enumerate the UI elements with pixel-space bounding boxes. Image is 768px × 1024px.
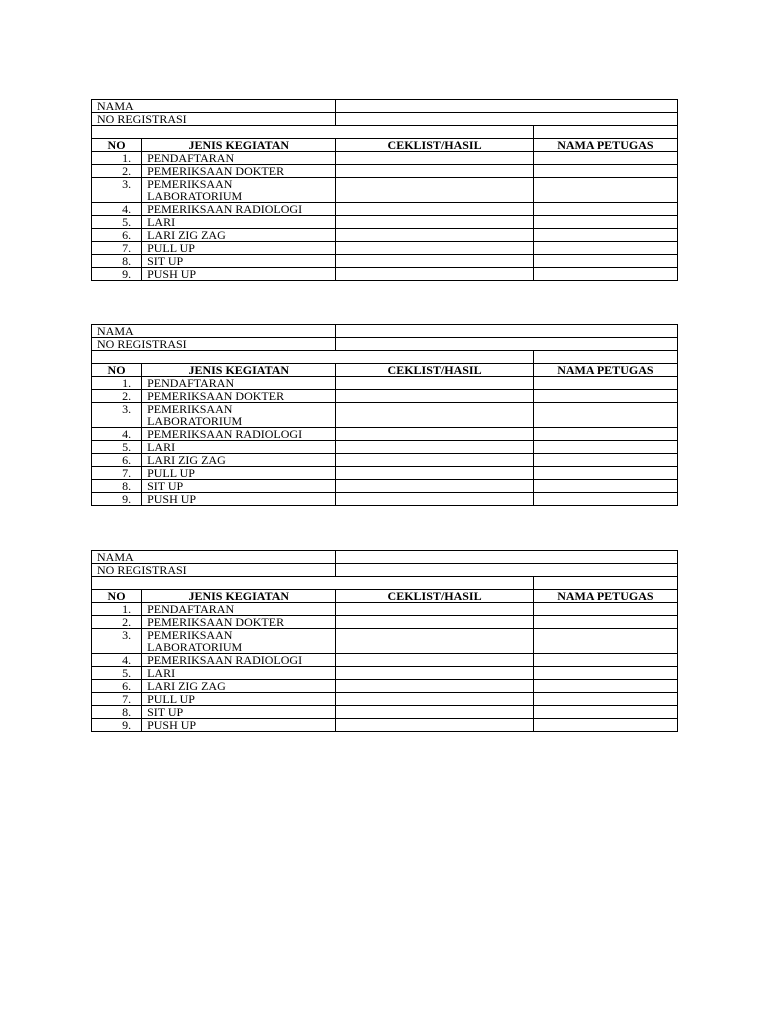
activity-name: PEMERIKSAAN LABORATORIUM (142, 178, 336, 203)
activity-row (92, 216, 678, 229)
nama-label: NAMA (92, 325, 336, 338)
spacer-cell (533, 577, 677, 590)
activity-number: 5. (92, 216, 142, 229)
nama-petugas-field[interactable] (533, 255, 677, 268)
activity-number: 4. (92, 203, 142, 216)
ceklist-hasil-field[interactable] (336, 616, 533, 629)
nama-petugas-field[interactable] (533, 165, 677, 178)
header-ceklist-hasil: CEKLIST/HASIL (336, 139, 533, 152)
activity-name: PEMERIKSAAN DOKTER (142, 165, 336, 178)
activity-number: 7. (92, 242, 142, 255)
header-row (92, 590, 678, 603)
activity-number: 4. (92, 428, 142, 441)
activity-number: 6. (92, 229, 142, 242)
no-registrasi-row (92, 338, 678, 351)
activity-name: PULL UP (142, 467, 336, 480)
ceklist-hasil-field[interactable] (336, 493, 533, 506)
activity-number: 8. (92, 255, 142, 268)
ceklist-hasil-field[interactable] (336, 203, 533, 216)
activity-row (92, 467, 678, 480)
nama-petugas-field[interactable] (533, 178, 677, 203)
nama-value-field[interactable] (336, 325, 678, 338)
header-row (92, 364, 678, 377)
header-ceklist-hasil: CEKLIST/HASIL (336, 590, 533, 603)
activity-row (92, 629, 678, 654)
ceklist-hasil-field[interactable] (336, 178, 533, 203)
nama-petugas-field[interactable] (533, 493, 677, 506)
ceklist-hasil-field[interactable] (336, 390, 533, 403)
ceklist-hasil-field[interactable] (336, 480, 533, 493)
activity-row (92, 693, 678, 706)
no-registrasi-row (92, 564, 678, 577)
ceklist-hasil-field[interactable] (336, 428, 533, 441)
nama-petugas-field[interactable] (533, 467, 677, 480)
activity-name: PEMERIKSAAN LABORATORIUM (142, 629, 336, 654)
spacer-cell (92, 351, 534, 364)
activity-row (92, 719, 678, 732)
nama-petugas-field[interactable] (533, 680, 677, 693)
nama-petugas-field[interactable] (533, 152, 677, 165)
header-jenis-kegiatan: JENIS KEGIATAN (142, 590, 336, 603)
ceklist-hasil-field[interactable] (336, 467, 533, 480)
activity-row (92, 706, 678, 719)
nama-row (92, 100, 678, 113)
nama-label: NAMA (92, 551, 336, 564)
activity-name: SIT UP (142, 480, 336, 493)
activity-name: PULL UP (142, 242, 336, 255)
nama-value-field[interactable] (336, 100, 678, 113)
spacer-cell (92, 577, 534, 590)
activity-row (92, 377, 678, 390)
activity-number: 8. (92, 480, 142, 493)
nama-petugas-field[interactable] (533, 216, 677, 229)
activity-row (92, 480, 678, 493)
ceklist-hasil-field[interactable] (336, 377, 533, 390)
spacer-cell (533, 351, 677, 364)
checklist-table (91, 99, 678, 281)
ceklist-hasil-field[interactable] (336, 216, 533, 229)
activity-row (92, 616, 678, 629)
activity-number: 7. (92, 693, 142, 706)
nama-petugas-field[interactable] (533, 242, 677, 255)
checklist-table (91, 550, 678, 732)
ceklist-hasil-field[interactable] (336, 454, 533, 467)
activity-name: LARI (142, 441, 336, 454)
activity-number: 6. (92, 454, 142, 467)
ceklist-hasil-field[interactable] (336, 268, 533, 281)
header-nama-petugas: NAMA PETUGAS (533, 364, 677, 377)
activity-number: 5. (92, 441, 142, 454)
activity-name: PEMERIKSAAN DOKTER (142, 390, 336, 403)
header-no: NO (92, 364, 142, 377)
activity-row (92, 654, 678, 667)
activity-row (92, 603, 678, 616)
nama-petugas-field[interactable] (533, 268, 677, 281)
header-ceklist-hasil: CEKLIST/HASIL (336, 364, 533, 377)
no-registrasi-label: NO REGISTRASI (92, 338, 336, 351)
activity-row (92, 680, 678, 693)
nama-petugas-field[interactable] (533, 480, 677, 493)
activity-name: PUSH UP (142, 719, 336, 732)
activity-name: PEMERIKSAAN RADIOLOGI (142, 654, 336, 667)
nama-label: NAMA (92, 100, 336, 113)
activity-name: PUSH UP (142, 268, 336, 281)
no-registrasi-label: NO REGISTRASI (92, 113, 336, 126)
checklist-form (91, 324, 678, 506)
activity-name: LARI ZIG ZAG (142, 680, 336, 693)
nama-petugas-field[interactable] (533, 603, 677, 616)
activity-number: 9. (92, 493, 142, 506)
activity-name: PEMERIKSAAN RADIOLOGI (142, 428, 336, 441)
activity-name: SIT UP (142, 706, 336, 719)
header-no: NO (92, 590, 142, 603)
ceklist-hasil-field[interactable] (336, 680, 533, 693)
activity-row (92, 390, 678, 403)
ceklist-hasil-field[interactable] (336, 629, 533, 654)
nama-petugas-field[interactable] (533, 454, 677, 467)
spacer-row (92, 351, 678, 364)
activity-name: PEMERIKSAAN DOKTER (142, 616, 336, 629)
activity-number: 6. (92, 680, 142, 693)
activity-row (92, 178, 678, 203)
ceklist-hasil-field[interactable] (336, 667, 533, 680)
nama-petugas-field[interactable] (533, 441, 677, 454)
activity-number: 9. (92, 268, 142, 281)
activity-row (92, 152, 678, 165)
activity-number: 2. (92, 165, 142, 178)
ceklist-hasil-field[interactable] (336, 229, 533, 242)
ceklist-hasil-field[interactable] (336, 165, 533, 178)
nama-value-field[interactable] (336, 551, 678, 564)
activity-name: LARI ZIG ZAG (142, 454, 336, 467)
activity-row (92, 667, 678, 680)
spacer-row (92, 126, 678, 139)
header-row (92, 139, 678, 152)
header-nama-petugas: NAMA PETUGAS (533, 590, 677, 603)
no-registrasi-value-field[interactable] (336, 564, 678, 577)
no-registrasi-value-field[interactable] (336, 113, 678, 126)
ceklist-hasil-field[interactable] (336, 706, 533, 719)
checklist-table (91, 324, 678, 506)
activity-row (92, 403, 678, 428)
activity-number: 4. (92, 654, 142, 667)
activity-row (92, 242, 678, 255)
ceklist-hasil-field[interactable] (336, 152, 533, 165)
header-jenis-kegiatan: JENIS KEGIATAN (142, 364, 336, 377)
ceklist-hasil-field[interactable] (336, 255, 533, 268)
nama-petugas-field[interactable] (533, 390, 677, 403)
activity-name: PUSH UP (142, 493, 336, 506)
activity-number: 3. (92, 178, 142, 203)
activity-row (92, 255, 678, 268)
nama-petugas-field[interactable] (533, 706, 677, 719)
no-registrasi-row (92, 113, 678, 126)
nama-petugas-field[interactable] (533, 203, 677, 216)
activity-name: LARI (142, 216, 336, 229)
ceklist-hasil-field[interactable] (336, 603, 533, 616)
activity-number: 5. (92, 667, 142, 680)
nama-petugas-field[interactable] (533, 229, 677, 242)
checklist-form (91, 550, 678, 732)
nama-petugas-field[interactable] (533, 667, 677, 680)
activity-name: PENDAFTARAN (142, 152, 336, 165)
activity-name: LARI (142, 667, 336, 680)
nama-petugas-field[interactable] (533, 693, 677, 706)
header-nama-petugas: NAMA PETUGAS (533, 139, 677, 152)
header-no: NO (92, 139, 142, 152)
activity-name: SIT UP (142, 255, 336, 268)
nama-petugas-field[interactable] (533, 654, 677, 667)
nama-petugas-field[interactable] (533, 377, 677, 390)
ceklist-hasil-field[interactable] (336, 693, 533, 706)
nama-petugas-field[interactable] (533, 428, 677, 441)
spacer-row (92, 577, 678, 590)
activity-name: PENDAFTARAN (142, 377, 336, 390)
activity-row (92, 165, 678, 178)
activity-name: PULL UP (142, 693, 336, 706)
nama-row (92, 551, 678, 564)
activity-row (92, 441, 678, 454)
activity-number: 1. (92, 603, 142, 616)
activity-name: PENDAFTARAN (142, 603, 336, 616)
no-registrasi-label: NO REGISTRASI (92, 564, 336, 577)
nama-petugas-field[interactable] (533, 616, 677, 629)
activity-number: 9. (92, 719, 142, 732)
activity-number: 1. (92, 152, 142, 165)
spacer-cell (533, 126, 677, 139)
activity-row (92, 203, 678, 216)
activity-number: 2. (92, 616, 142, 629)
ceklist-hasil-field[interactable] (336, 403, 533, 428)
activity-number: 3. (92, 403, 142, 428)
activity-name: PEMERIKSAAN LABORATORIUM (142, 403, 336, 428)
nama-petugas-field[interactable] (533, 629, 677, 654)
ceklist-hasil-field[interactable] (336, 242, 533, 255)
ceklist-hasil-field[interactable] (336, 441, 533, 454)
activity-name: PEMERIKSAAN RADIOLOGI (142, 203, 336, 216)
activity-number: 8. (92, 706, 142, 719)
activity-row (92, 493, 678, 506)
ceklist-hasil-field[interactable] (336, 719, 533, 732)
checklist-form (91, 99, 678, 281)
nama-petugas-field[interactable] (533, 719, 677, 732)
activity-row (92, 428, 678, 441)
ceklist-hasil-field[interactable] (336, 654, 533, 667)
activity-number: 3. (92, 629, 142, 654)
activity-row (92, 268, 678, 281)
activity-number: 2. (92, 390, 142, 403)
activity-number: 7. (92, 467, 142, 480)
activity-name: LARI ZIG ZAG (142, 229, 336, 242)
activity-row (92, 229, 678, 242)
spacer-cell (92, 126, 534, 139)
no-registrasi-value-field[interactable] (336, 338, 678, 351)
activity-row (92, 454, 678, 467)
activity-number: 1. (92, 377, 142, 390)
header-jenis-kegiatan: JENIS KEGIATAN (142, 139, 336, 152)
nama-row (92, 325, 678, 338)
nama-petugas-field[interactable] (533, 403, 677, 428)
